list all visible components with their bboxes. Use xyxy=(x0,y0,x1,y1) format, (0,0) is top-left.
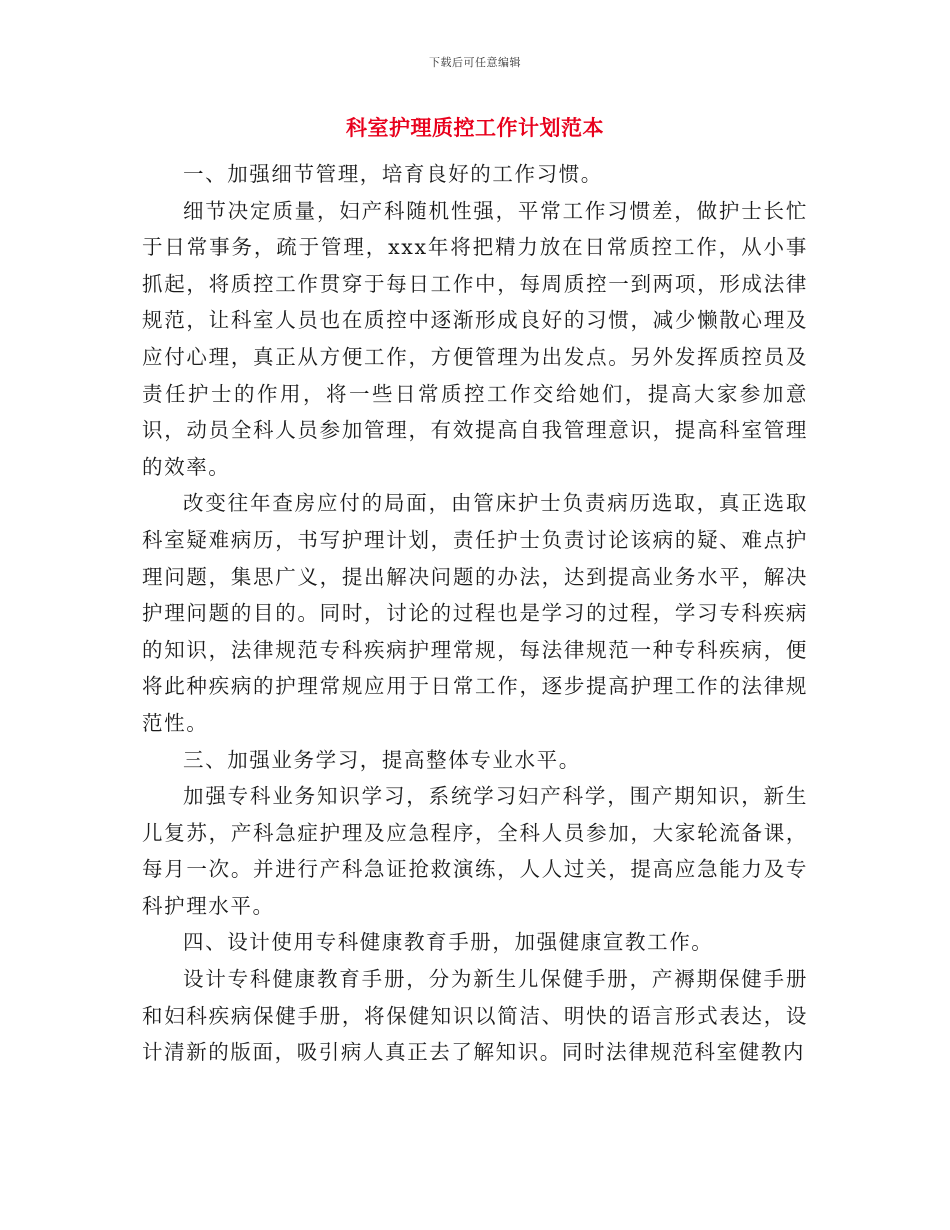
document-body xyxy=(142,156,808,1071)
section-heading-3: 三、加强业务学习，提高整体专业水平。 xyxy=(183,747,581,772)
body-paragraph-1: 细节决定质量，妇产科随机性强，平常工作习惯差，做护士长忙于日常事务，疏于管理，xxx年将把精力放在日常质控工作，从小事抓起，将质控工作贯穿于每日工作中，每周质控一到两项，形成法律规范，让科室人员也在质控中逐渐形成良好的习惯，减少懒散心理及应付心理，真正从方便工作，方便管理为出发点。另外发挥质控员及责任护士的作用，将一些日常质控工作交给她们，提高大家参加意识，动员全科人员参加管理，有效提高自我管理意识，提高科室管理的效率。 xyxy=(142,198,808,479)
document-title: 科室护理质控工作计划范本 xyxy=(346,115,604,140)
body-paragraph-3: 加强专科业务知识学习，系统学习妇产科学，围产期知识，新生儿复苏，产科急症护理及应急程序，全科人员参加，大家轮流备课，每月一次。并进行产科急证抢救演练，人人过关，提高应急能力及专科护理水平。 xyxy=(142,784,808,918)
section-heading-4: 四、设计使用专科健康教育手册，加强健康宣教工作。 xyxy=(183,930,714,955)
header-note: 下载后可任意编辑 xyxy=(429,56,521,69)
body-paragraph-2: 改变往年查房应付的局面，由管床护士负责病历选取，真正选取科室疑难病历，书写护理计划，责任护士负责讨论该病的疑、难点护理问题，集思广义，提出解决问题的办法，达到提高业务水平，解决护理问题的目的。同时，讨论的过程也是学习的过程，学习专科疾病的知识，法律规范专科疾病护理常规，每法律规范一种专科疾病，便将此种疾病的护理常规应用于日常工作，逐步提高护理工作的法律规范性。 xyxy=(142,491,808,735)
body-paragraph-4: 设计专科健康教育手册，分为新生儿保健手册，产褥期保健手册和妇科疾病保健手册，将保健知识以简洁、明快的语言形式表达，设计清新的版面，吸引病人真正去了解知识。同时法律规范科室健教内 xyxy=(142,967,808,1065)
section-heading-1: 一、加强细节管理，培育良好的工作习惯。 xyxy=(183,162,603,186)
